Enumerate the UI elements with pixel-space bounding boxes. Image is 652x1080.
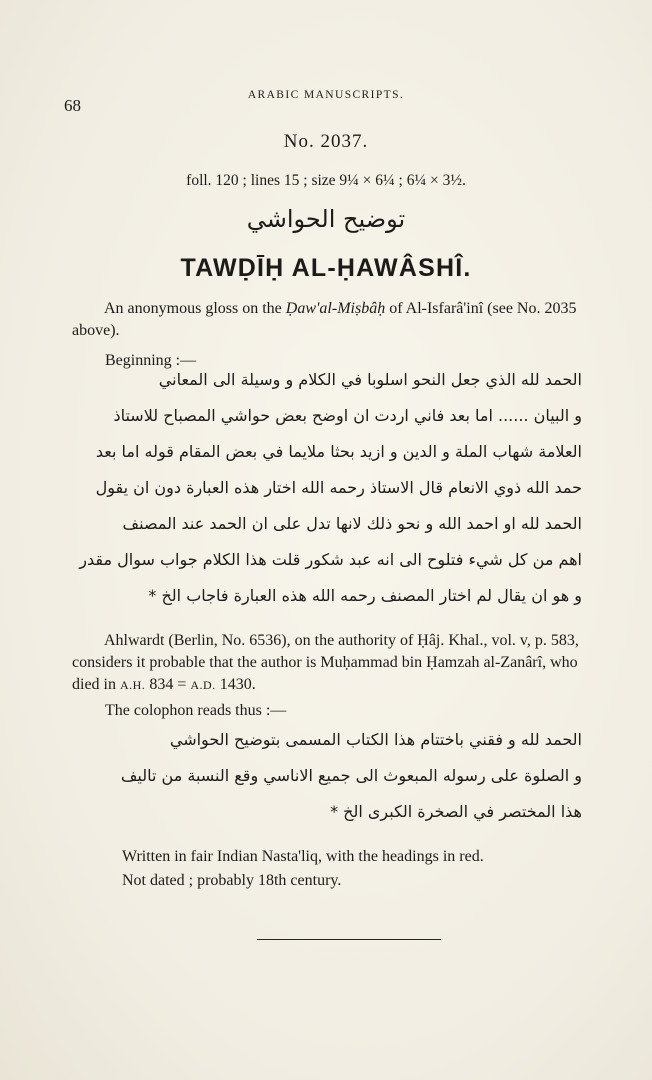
arabic-colophon-text — [70, 722, 582, 830]
section-divider — [257, 939, 441, 940]
arabic-line: العلامة شهاب الملة و الدين و ازيد بحثا ملايما في بعض المقام قوله اما بعد — [95, 442, 582, 461]
ahlwardt-ah: A.H. — [120, 678, 146, 692]
arabic-line: و هو ان يقال لم اختار المصنف رحمه الله هذه العبارة فاجاب الخ * — [148, 586, 582, 605]
gloss-work-title: Ḍaw'al-Miṣbâḥ — [285, 300, 386, 317]
arabic-line: و البيان ...... اما بعد فاني اردت ان اوضح بعض حواشي المصباح للاستاذ — [113, 406, 582, 425]
arabic-line: الحمد لله الذي جعل النحو اسلوبا في الكلام و وسيلة الى المعاني — [158, 370, 582, 389]
arabic-line: الحمد لله او احمد الله و نحو ذلك لانها تدل على ان الحمد عند المصنف — [122, 514, 582, 533]
gloss-rest: of Al-Isfarâ'inî (see No. 2035 above). — [72, 300, 577, 339]
arabic-line: و الصلوة على رسوله المبعوث الى جميع الاناسي وقع النسبة من تاليف — [120, 766, 582, 785]
running-head: ARABIC MANUSCRIPTS. — [247, 89, 405, 101]
date-note: Not dated ; probably 18th century. — [122, 872, 342, 889]
ahlwardt-text-2: 834 = — [145, 676, 191, 693]
gloss-intro: An anonymous gloss on the — [104, 300, 286, 317]
gloss-paragraph — [72, 298, 592, 342]
page-number: 68 — [64, 96, 81, 115]
ahlwardt-ad: A.D. — [190, 678, 216, 692]
beginning-label: Beginning :— — [105, 352, 197, 369]
ahlwardt-text-3: 1430. — [215, 676, 256, 693]
arabic-line: حمد الله ذوي الانعام قال الاستاذ رحمه الله اختار هذه العبارة دون ان يقول — [95, 478, 582, 497]
script-note: Written in fair Indian Nasta'liq, with the headings in red. — [122, 848, 484, 865]
physical-description: foll. 120 ; lines 15 ; size 9¼ × 6¼ ; 6¼ × 3½. — [186, 172, 466, 189]
colophon-label: The colophon reads thus :— — [105, 702, 287, 719]
arabic-line: هذا المختصر في الصخرة الكبرى الخ * — [330, 802, 582, 821]
ahlwardt-paragraph — [72, 630, 592, 696]
arabic-title: توضيح الحواشي — [246, 205, 406, 233]
arabic-beginning-text — [70, 362, 582, 614]
ahlwardt-text-1: Ahlwardt (Berlin, No. 6536), on the authority of Ḥâj. Khal., vol. v, p. 583, considers it probable that the author is Muḥammad bin Ḥamzah al-Zanârî, who died in — [72, 632, 579, 693]
arabic-line: الحمد لله و فقني باختتام هذا الكتاب المسمى بتوضيح الحواشي — [169, 730, 582, 749]
latin-title: TAWḌĪḤ AL-ḤAWÂSHÎ. — [180, 254, 472, 282]
entry-number: No. 2037. — [283, 131, 369, 152]
arabic-line: اهم من كل شيء فتلوح الى انه عبد شكور قلت هذا الكلام جواب سوال مقدر — [79, 550, 582, 569]
